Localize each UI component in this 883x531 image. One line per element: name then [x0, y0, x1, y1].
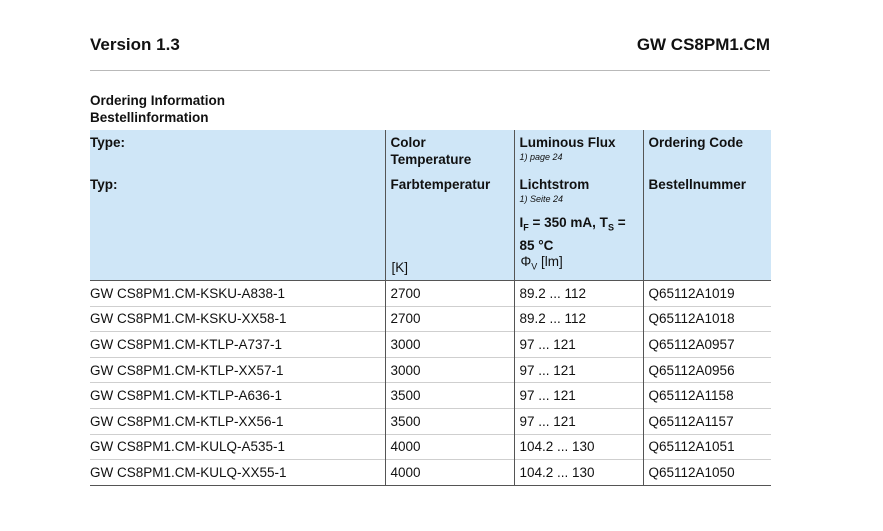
cell-flux: 97 ... 121: [514, 332, 643, 358]
col-cct-unit: [K]: [391, 260, 409, 275]
cell-code: Q65112A0956: [643, 357, 771, 383]
col-cct-en-2: Temperature: [390, 152, 472, 167]
ordering-table: [90, 130, 771, 486]
col-code-en: Ordering Code: [648, 135, 744, 150]
cell-code: Q65112A1157: [643, 408, 771, 434]
cell-flux: 104.2 ... 130: [514, 460, 643, 486]
cell-flux: 89.2 ... 112: [514, 306, 643, 332]
table-row: [90, 460, 771, 486]
cell-type: GW CS8PM1.CM-KSKU-A838-1: [90, 281, 385, 307]
cell-cct: 2700: [385, 281, 514, 307]
col-flux-unit: $\Phi_V$ [lm]: [520, 254, 563, 272]
cell-cct: 4000: [385, 460, 514, 486]
section-title-de: Bestellinformation: [90, 110, 209, 125]
table-row: [90, 383, 771, 409]
cell-cct: 3000: [385, 332, 514, 358]
col-type-en: Type:: [90, 135, 126, 150]
version-label: Version 1.3: [90, 35, 180, 54]
cell-flux: 97 ... 121: [514, 383, 643, 409]
section-title-en: Ordering Information: [90, 93, 225, 108]
col-code-de: Bestellnummer: [648, 177, 747, 192]
col-cct-de: Farbtemperatur: [390, 177, 491, 192]
col-header-ordering-code: [643, 130, 771, 281]
col-flux-en-note: 1) page 24: [519, 152, 563, 162]
col-header-color-temperature: [385, 130, 514, 281]
table-header-row: [90, 130, 771, 281]
cell-code: Q65112A1018: [643, 306, 771, 332]
cell-code: Q65112A1158: [643, 383, 771, 409]
col-type-de: Typ:: [90, 177, 118, 192]
cell-type: GW CS8PM1.CM-KTLP-XX56-1: [90, 408, 385, 434]
cell-cct: 3500: [385, 383, 514, 409]
cell-type: GW CS8PM1.CM-KULQ-A535-1: [90, 434, 385, 460]
col-cct-en-1: Color: [390, 135, 426, 150]
col-header-luminous-flux: [514, 130, 643, 281]
col-flux-de: Lichtstrom: [519, 177, 590, 192]
cell-code: Q65112A1019: [643, 281, 771, 307]
cell-flux: 97 ... 121: [514, 408, 643, 434]
col-flux-condition-line2: 85 °C: [519, 237, 554, 253]
table-row: [90, 357, 771, 383]
col-flux-condition: $I_F = 350$ mA, $T_S$ =: [519, 215, 626, 233]
table-row: [90, 434, 771, 460]
col-flux-de-note: 1) Seite 24: [519, 194, 564, 204]
cell-type: GW CS8PM1.CM-KTLP-XX57-1: [90, 357, 385, 383]
table-row: [90, 281, 771, 307]
cell-type: GW CS8PM1.CM-KTLP-A636-1: [90, 383, 385, 409]
cell-flux: 89.2 ... 112: [514, 281, 643, 307]
cell-type: GW CS8PM1.CM-KULQ-XX55-1: [90, 460, 385, 486]
section-title: [90, 92, 225, 126]
cell-cct: 2700: [385, 306, 514, 332]
cell-code: Q65112A1051: [643, 434, 771, 460]
cell-cct: 3500: [385, 408, 514, 434]
cell-flux: 104.2 ... 130: [514, 434, 643, 460]
table-row: [90, 306, 771, 332]
page-header: [90, 30, 770, 71]
col-flux-en: Luminous Flux: [519, 135, 616, 150]
cell-type: GW CS8PM1.CM-KTLP-A737-1: [90, 332, 385, 358]
cell-code: Q65112A1050: [643, 460, 771, 486]
cell-type: GW CS8PM1.CM-KSKU-XX58-1: [90, 306, 385, 332]
cell-cct: 4000: [385, 434, 514, 460]
col-header-type: [90, 130, 385, 281]
cell-code: Q65112A0957: [643, 332, 771, 358]
table-row: [90, 332, 771, 358]
product-name: GW CS8PM1.CM: [636, 35, 770, 54]
cell-flux: 97 ... 121: [514, 357, 643, 383]
cell-cct: 3000: [385, 357, 514, 383]
table-row: [90, 408, 771, 434]
